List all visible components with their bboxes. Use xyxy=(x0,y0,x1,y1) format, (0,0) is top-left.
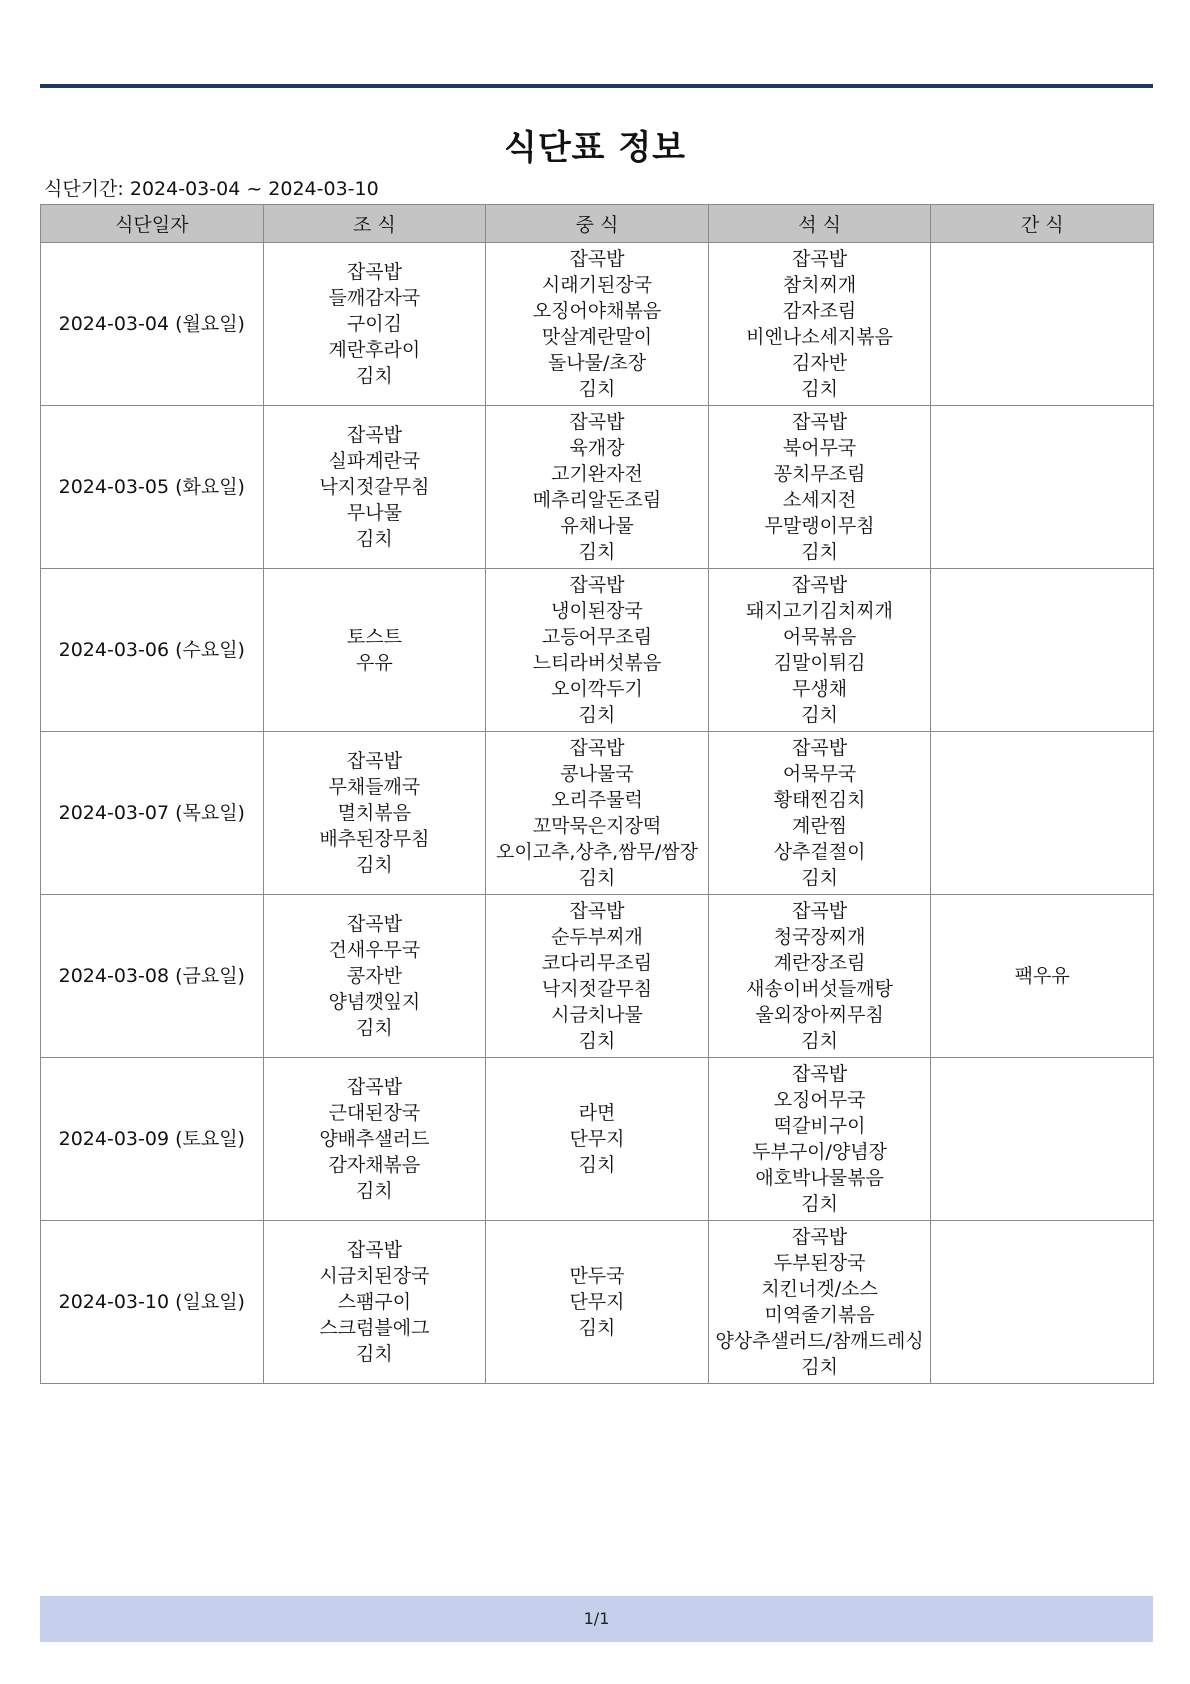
dish-item: 단무지 xyxy=(569,1128,625,1150)
date-cell: 2024-03-04 (월요일) xyxy=(41,243,264,406)
dish-item: 감자조림 xyxy=(782,300,857,322)
dish-item: 애호박나물볶음 xyxy=(755,1167,884,1189)
dish-item: 고등어무조림 xyxy=(541,626,653,648)
dish-item: 김치 xyxy=(356,1343,393,1365)
dish-item: 황태찐김치 xyxy=(773,789,866,811)
column-header-dinner: 석 식 xyxy=(708,205,931,243)
lunch-cell xyxy=(486,732,709,895)
page-title: 식단표 정보 xyxy=(503,128,687,168)
dish-item: 치킨너겟/소스 xyxy=(761,1278,878,1300)
snack-cell xyxy=(931,732,1154,895)
dish-item: 두부된장국 xyxy=(773,1252,866,1274)
dish-item: 오리주물럭 xyxy=(551,789,643,811)
column-header-date: 식단일자 xyxy=(41,205,264,243)
dish-item: 콩나물국 xyxy=(560,763,634,785)
lunch-cell xyxy=(486,895,709,1058)
dish-item: 감자채볶음 xyxy=(328,1154,421,1176)
dish-item: 북어무국 xyxy=(782,437,857,459)
dish-item: 김치 xyxy=(578,704,616,726)
dish-item: 무나물 xyxy=(346,502,402,524)
date-cell: 2024-03-09 (토요일) xyxy=(41,1058,264,1221)
dish-item: 청국장찌개 xyxy=(773,926,866,948)
dish-item: 실파계란국 xyxy=(328,450,421,472)
dish-item: 꼬막묵은지장떡 xyxy=(532,815,662,837)
dish-item: 시금치된장국 xyxy=(319,1265,430,1287)
dish-item: 고기완자전 xyxy=(551,463,643,485)
dish-item: 잡곡밥 xyxy=(569,248,625,270)
dish-item: 우유 xyxy=(356,652,393,674)
menu-table xyxy=(40,204,1154,1384)
breakfast-cell xyxy=(263,406,486,569)
dish-item: 시래기된장국 xyxy=(541,274,653,296)
footer-bar xyxy=(40,1596,1153,1642)
date-cell: 2024-03-07 (목요일) xyxy=(41,732,264,895)
dish-item: 김치 xyxy=(801,867,838,889)
dish-item: 소세지전 xyxy=(782,489,857,511)
dish-item: 콩자반 xyxy=(346,965,402,987)
dish-item: 무말랭이무침 xyxy=(764,515,875,537)
dish-item: 배추된장무침 xyxy=(319,828,430,850)
dish-item: 잡곡밥 xyxy=(792,737,848,759)
dish-item: 돼지고기김치찌개 xyxy=(746,600,893,622)
dish-item: 어묵볶음 xyxy=(782,626,857,648)
dish-item: 잡곡밥 xyxy=(569,737,625,759)
dish-item: 김치 xyxy=(801,1356,838,1378)
dish-item: 오이고추,상추,쌈무/쌈장 xyxy=(495,841,698,863)
table-header-row xyxy=(41,205,1154,243)
dish-item: 김치 xyxy=(801,704,838,726)
dish-item: 구이김 xyxy=(346,313,402,335)
dish-item: 김치 xyxy=(801,378,838,400)
dish-item: 계란찜 xyxy=(792,815,848,837)
page-number: 1/1 xyxy=(583,1609,610,1628)
dish-item: 떡갈비구이 xyxy=(773,1115,866,1137)
dish-item: 유채나물 xyxy=(560,515,634,537)
snack-cell xyxy=(931,243,1154,406)
dish-item: 어묵무국 xyxy=(782,763,857,785)
dish-item: 코다리무조림 xyxy=(541,952,653,974)
dish-item: 잡곡밥 xyxy=(346,261,402,283)
snack-cell xyxy=(931,1221,1154,1384)
dish-item: 무생채 xyxy=(792,678,848,700)
dish-item: 스팸구이 xyxy=(337,1291,412,1313)
lunch-cell xyxy=(486,1058,709,1221)
date-cell: 2024-03-08 (금요일) xyxy=(41,895,264,1058)
dish-item: 김치 xyxy=(578,541,616,563)
dish-item: 김말이튀김 xyxy=(773,652,866,674)
table-row xyxy=(41,406,1154,569)
table-row xyxy=(41,895,1154,1058)
dish-item: 김치 xyxy=(801,1030,838,1052)
dish-item: 잡곡밥 xyxy=(792,248,848,270)
dish-item: 팩우유 xyxy=(1014,965,1070,987)
breakfast-cell xyxy=(263,895,486,1058)
dish-item: 김치 xyxy=(578,867,616,889)
lunch-cell xyxy=(486,1221,709,1384)
dish-item: 잡곡밥 xyxy=(792,1226,848,1248)
dish-item: 무채들깨국 xyxy=(328,776,421,798)
snack-cell xyxy=(931,406,1154,569)
menu-period: 식단기간: 2024-03-04 ~ 2024-03-10 xyxy=(44,178,379,200)
dish-item: 토스트 xyxy=(346,626,402,648)
dish-item: 김치 xyxy=(356,528,393,550)
dish-item: 근대된장국 xyxy=(328,1102,421,1124)
dish-item: 오징어무국 xyxy=(773,1089,866,1111)
dish-item: 김자반 xyxy=(792,352,848,374)
dish-item: 두부구이/양념장 xyxy=(752,1141,888,1163)
dish-item: 낙지젓갈무침 xyxy=(319,476,430,498)
dish-item: 오이깍두기 xyxy=(551,678,643,700)
table-row xyxy=(41,732,1154,895)
breakfast-cell xyxy=(263,732,486,895)
column-header-breakfast: 조 식 xyxy=(263,205,486,243)
dish-item: 김치 xyxy=(356,1180,393,1202)
dish-item: 시금치나물 xyxy=(551,1004,643,1026)
dish-item: 만두국 xyxy=(569,1265,625,1287)
snack-cell xyxy=(931,569,1154,732)
dish-item: 꽁치무조림 xyxy=(773,463,866,485)
lunch-cell xyxy=(486,406,709,569)
dish-item: 김치 xyxy=(578,378,616,400)
breakfast-cell xyxy=(263,569,486,732)
dish-item: 돌나물/초장 xyxy=(547,352,647,374)
dish-item: 단무지 xyxy=(569,1291,625,1313)
lunch-cell xyxy=(486,569,709,732)
dish-item: 양념깻잎지 xyxy=(328,991,421,1013)
dish-item: 상추겉절이 xyxy=(773,841,866,863)
table-row xyxy=(41,1221,1154,1384)
dish-item: 새송이버섯들깨탕 xyxy=(746,978,893,1000)
snack-cell xyxy=(931,1058,1154,1221)
dish-item: 냉이된장국 xyxy=(551,600,643,622)
dish-item: 김치 xyxy=(356,365,393,387)
dish-item: 비엔나소세지볶음 xyxy=(746,326,893,348)
dish-item: 느티라버섯볶음 xyxy=(532,652,662,674)
top-rule xyxy=(40,84,1153,88)
dish-item: 오징어야채볶음 xyxy=(532,300,662,322)
dish-item: 김치 xyxy=(356,854,393,876)
dish-item: 잡곡밥 xyxy=(792,1063,848,1085)
dish-item: 건새우무국 xyxy=(328,939,421,961)
dinner-cell xyxy=(708,895,931,1058)
menu-table-body xyxy=(41,243,1154,1384)
dish-item: 잡곡밥 xyxy=(792,574,848,596)
dish-item: 김치 xyxy=(578,1030,616,1052)
dish-item: 육개장 xyxy=(569,437,625,459)
column-header-snack: 간 식 xyxy=(931,205,1154,243)
date-cell: 2024-03-06 (수요일) xyxy=(41,569,264,732)
table-row xyxy=(41,569,1154,732)
dish-item: 잡곡밥 xyxy=(569,411,625,433)
dish-item: 김치 xyxy=(801,541,838,563)
dish-item: 낙지젓갈무침 xyxy=(541,978,653,1000)
dish-item: 순두부찌개 xyxy=(551,926,643,948)
column-header-lunch: 중 식 xyxy=(486,205,709,243)
date-cell: 2024-03-10 (일요일) xyxy=(41,1221,264,1384)
dish-item: 멸치볶음 xyxy=(337,802,412,824)
date-cell: 2024-03-05 (화요일) xyxy=(41,406,264,569)
dish-item: 울외장아찌무침 xyxy=(755,1004,884,1026)
dish-item: 잡곡밥 xyxy=(569,574,625,596)
dish-item: 계란후라이 xyxy=(328,339,421,361)
dinner-cell xyxy=(708,1221,931,1384)
dinner-cell xyxy=(708,243,931,406)
breakfast-cell xyxy=(263,1058,486,1221)
dish-item: 양상추샐러드/참깨드레싱 xyxy=(715,1330,924,1352)
breakfast-cell xyxy=(263,1221,486,1384)
dish-item: 잡곡밥 xyxy=(346,424,402,446)
lunch-cell xyxy=(486,243,709,406)
dish-item: 김치 xyxy=(578,1317,616,1339)
dish-item: 잡곡밥 xyxy=(792,411,848,433)
dinner-cell xyxy=(708,732,931,895)
dish-item: 김치 xyxy=(801,1193,838,1215)
snack-cell xyxy=(931,895,1154,1058)
dish-item: 맛살계란말이 xyxy=(541,326,653,348)
dish-item: 스크럼블에그 xyxy=(319,1317,430,1339)
dish-item: 메추리알돈조림 xyxy=(532,489,662,511)
table-row xyxy=(41,1058,1154,1221)
dish-item: 라면 xyxy=(578,1102,616,1124)
dish-item: 잡곡밥 xyxy=(346,1076,402,1098)
dish-item: 잡곡밥 xyxy=(792,900,848,922)
dinner-cell xyxy=(708,1058,931,1221)
breakfast-cell xyxy=(263,243,486,406)
dish-item: 잡곡밥 xyxy=(346,913,402,935)
dish-item: 잡곡밥 xyxy=(346,750,402,772)
dish-item: 잡곡밥 xyxy=(569,900,625,922)
dish-item: 김치 xyxy=(356,1017,393,1039)
dish-item: 들깨감자국 xyxy=(328,287,421,309)
dish-item: 잡곡밥 xyxy=(346,1239,402,1261)
dinner-cell xyxy=(708,406,931,569)
dish-item: 계란장조림 xyxy=(773,952,866,974)
dish-item: 참치찌개 xyxy=(782,274,857,296)
dish-item: 양배추샐러드 xyxy=(319,1128,430,1150)
dish-item: 미역줄기볶음 xyxy=(764,1304,875,1326)
dish-item: 김치 xyxy=(578,1154,616,1176)
dinner-cell xyxy=(708,569,931,732)
table-row xyxy=(41,243,1154,406)
